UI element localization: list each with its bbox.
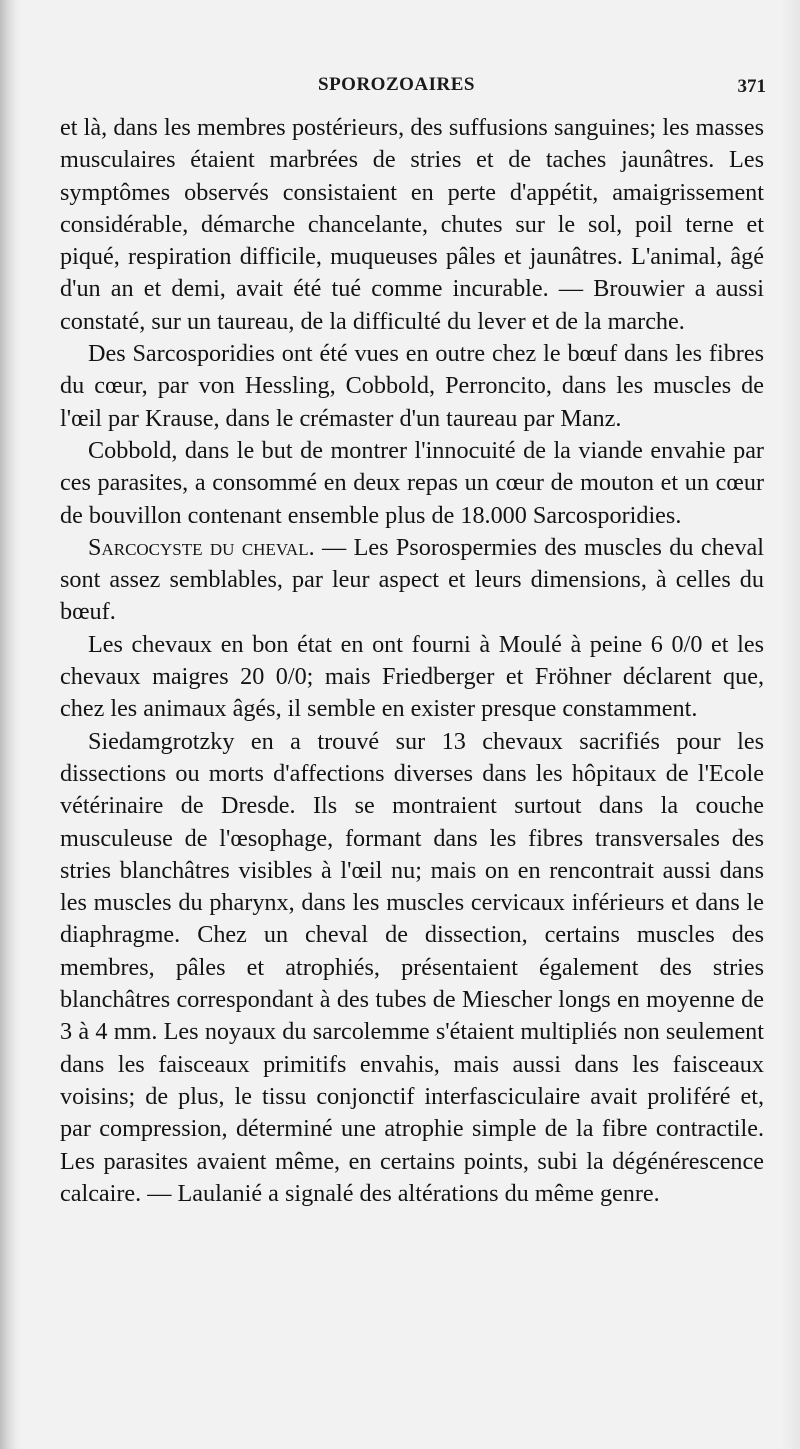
paragraph: Les chevaux en bon état en ont fourni à Moulé à peine 6 0/0 et les chevaux maigres 20 0/0; mais Friedberger et Fröhner déclarent que, chez les animaux âgés, il semble en exister presque constamment.: [60, 630, 764, 723]
paragraph: Des Sarcosporidies ont été vues en outre chez le bœuf dans les fibres du cœur, par von Hessling, Cobbold, Perroncito, dans les muscles de l'œil par Krause, dans le crémaster d'un taureau par Manz.: [60, 340, 764, 432]
page-header: [0, 74, 800, 104]
page-number: 371: [737, 76, 766, 97]
section-paragraph: [60, 532, 764, 629]
paragraph: Siedamgrotzky en a trouvé sur 13 chevaux sacrifiés pour les dissections ou morts d'affections diverses dans les hôpitaux de l'Ecole vétérinaire de Dresde. Ils se montraient surtout dans la couche musculeuse de l'œsophage, formant dans les fibres transversales des stries blanchâtres visibles à l'œil nu; mais on en rencontrait aussi dans les muscles du pharynx, dans les muscles cervicaux inférieurs et dans le diaphragme. Chez un cheval de dissection, certains muscles des membres, pâles et atrophiés, présentaient également des stries blanchâtres correspondant à des tubes de Miescher longs en moyenne de 3 à 4 mm. Les noyaux du sarcolemme s'étaient multipliés non seulement dans les faisceaux primitifs envahis, mais aussi dans les faisceaux voisins; de plus, le tissu conjonctif interfasciculaire avait proliféré et, par compression, déterminé une atrophie simple de la fibre contractile. Les parasites avaient même, en certains points, subi la dégénérescence calcaire. — Laulanié a signalé des altérations du même genre.: [60, 727, 764, 1207]
running-title: SPOROZOAIRES: [318, 74, 475, 95]
paragraph-continued: et là, dans les membres postérieurs, des suffusions sanguines; les masses musculaires étaient marbrées de stries et de taches jaunâtres. Les symptômes observés consistaient en perte d'appétit, amaigrissement considérable, démarche chancelante, chutes sur le sol, poil terne et piqué, respiration difficile, muqueuses pâles et jaunâtres. L'animal, âgé d'un an et demi, avait été tué comme incurable. — Brouwier a aussi constaté, sur un taureau, de la difficulté du lever et de la marche.: [60, 114, 764, 335]
body-text: [60, 112, 764, 1210]
paragraph: Cobbold, dans le but de montrer l'innocuité de la viande envahie par ces parasites, a consommé en deux repas un cœur de mouton et un cœur de bouvillon contenant ensemble plus de 18.000 Sarcosporidies.: [60, 436, 764, 529]
section-text: — Les Psorospermies des muscles du cheval sont assez semblables, par leur aspect et leurs dimensions, à celles du bœuf.: [60, 533, 764, 626]
section-heading: Sarcocyste du cheval.: [88, 533, 315, 561]
